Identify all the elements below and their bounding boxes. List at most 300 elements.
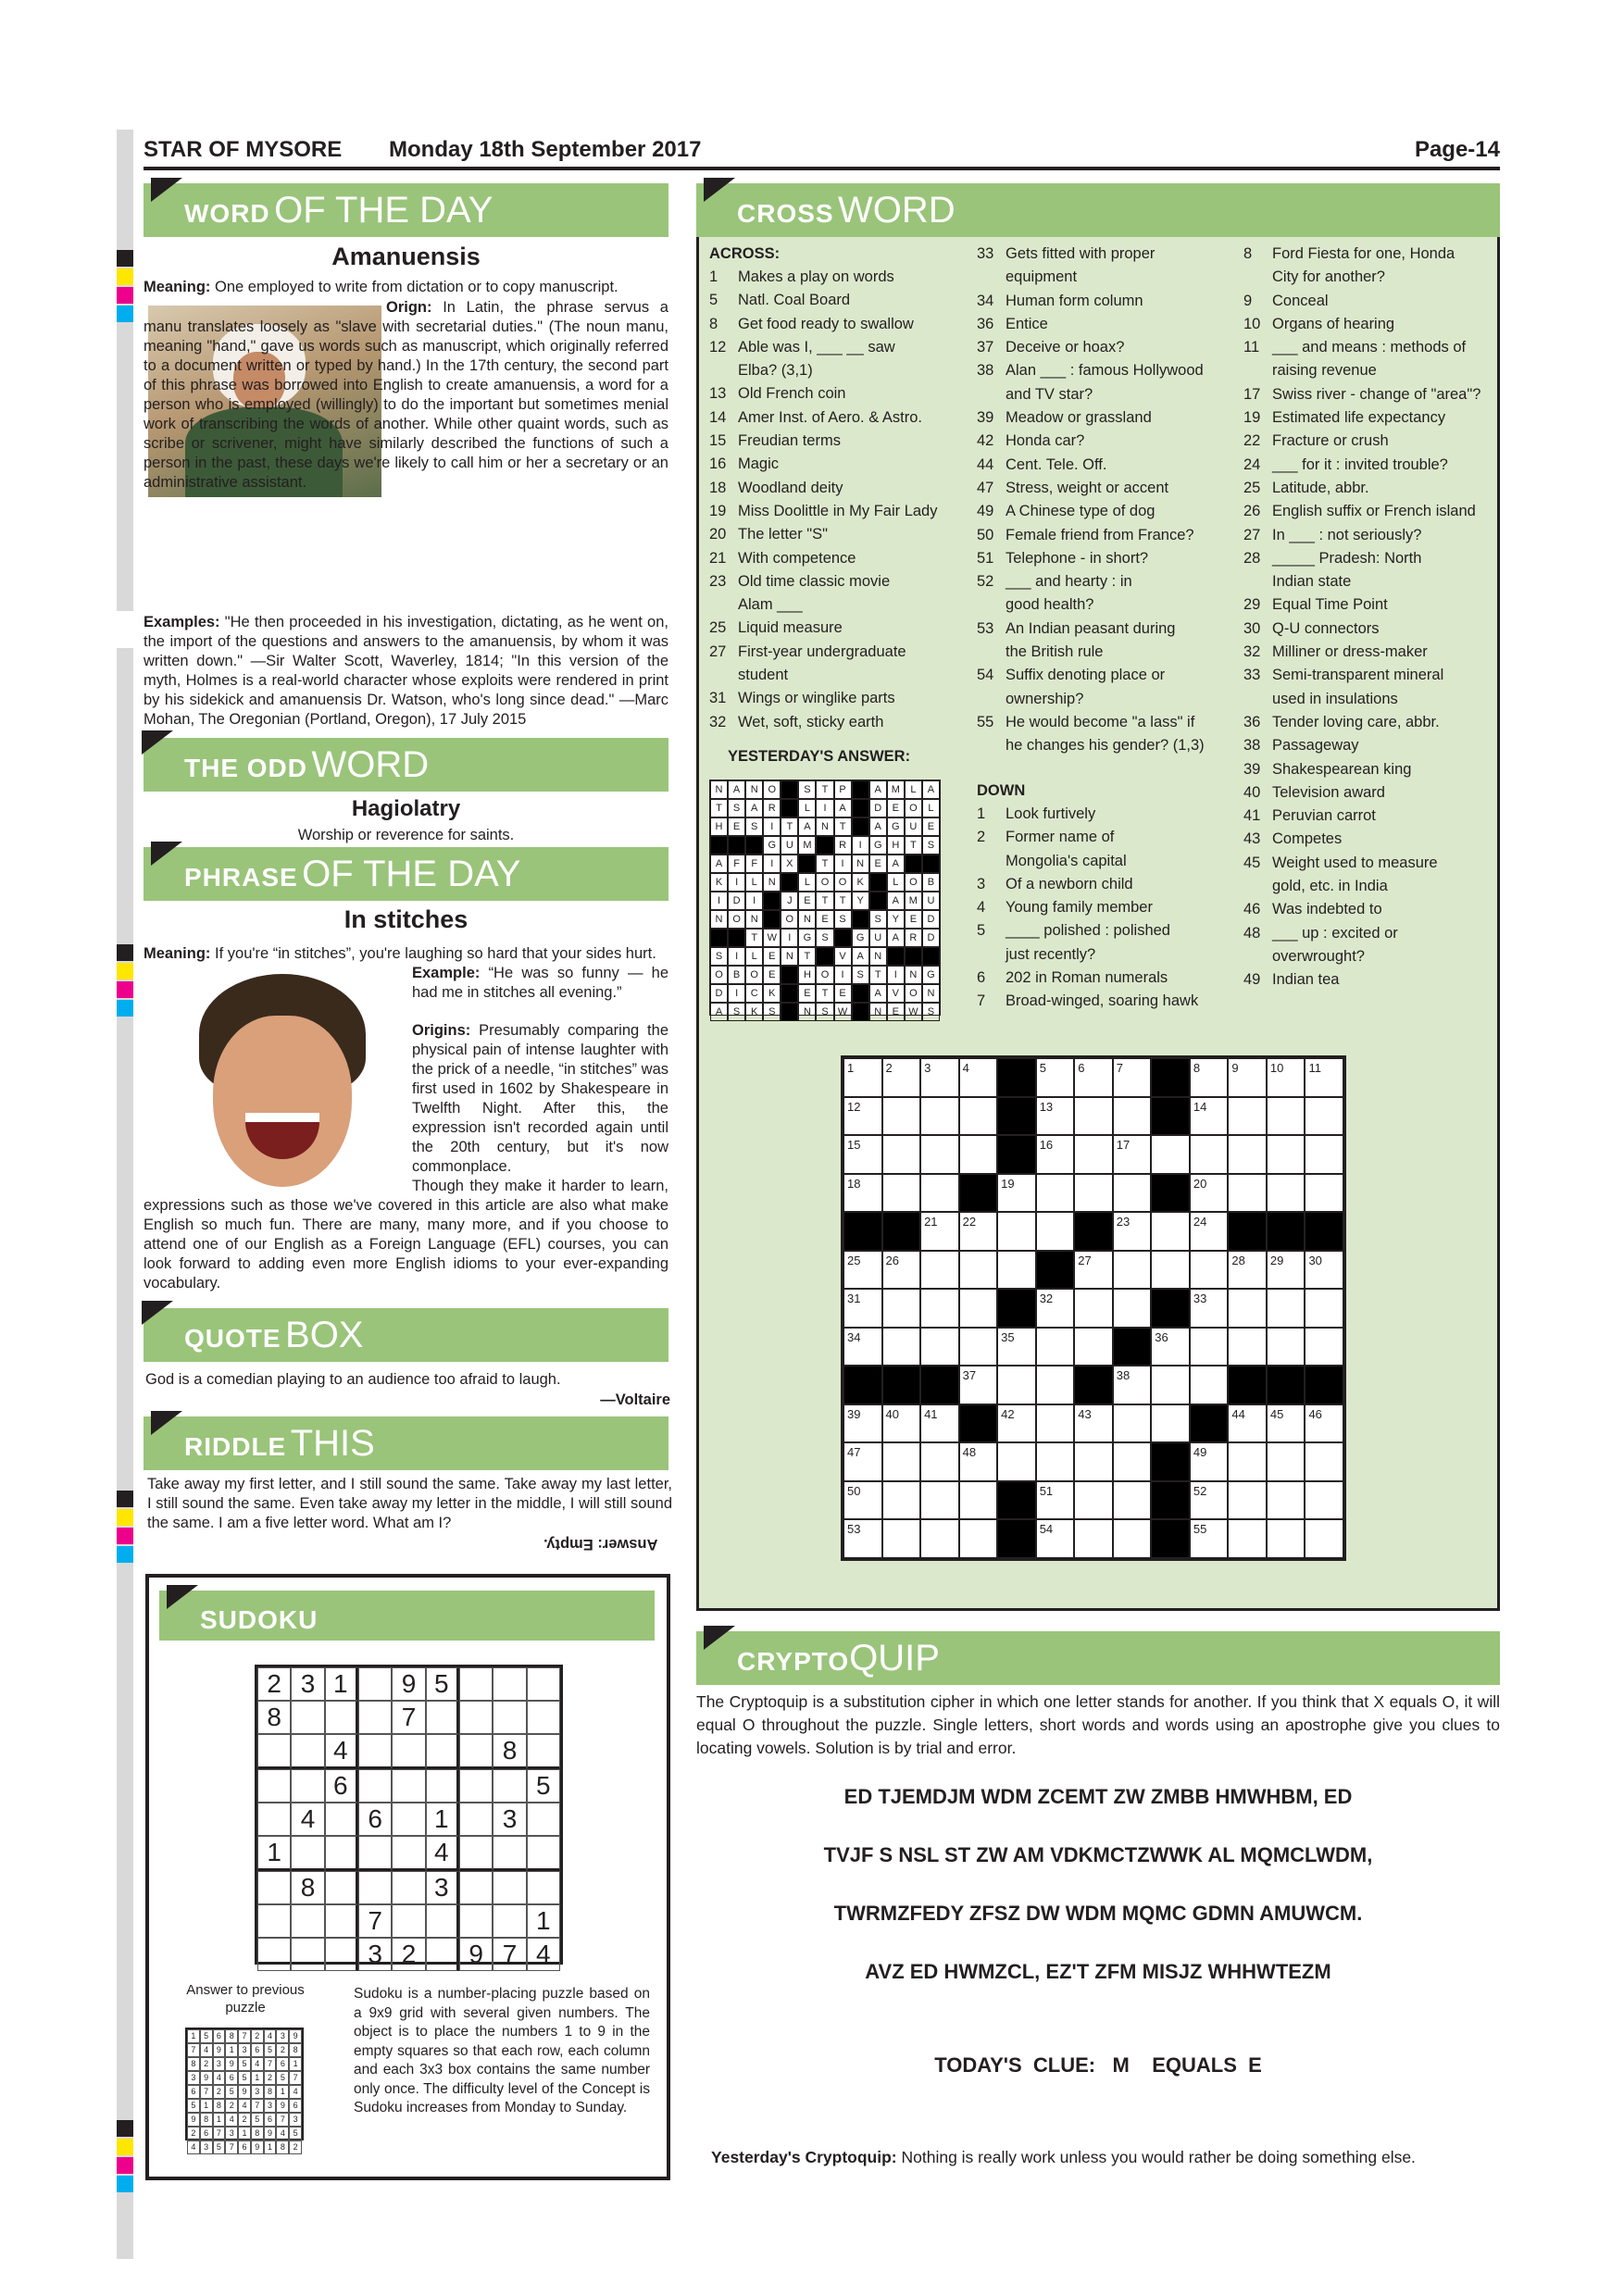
answer-cell: K [852, 873, 869, 892]
clue-number: 54 [977, 667, 994, 684]
sudoku-cell[interactable] [493, 1871, 526, 1904]
sudoku-cell[interactable] [291, 1769, 324, 1803]
crossword-cell[interactable]: 7 [1113, 1058, 1152, 1097]
crossword-cell[interactable] [1074, 1135, 1113, 1174]
sudoku-cell[interactable]: 3 [426, 1871, 459, 1904]
crossword-cell[interactable]: 52 [1190, 1481, 1229, 1520]
crossword-block [997, 1135, 1036, 1174]
clue-number: 46 [1243, 901, 1261, 918]
clue-text: Amer Inst. of Aero. & Astro. [738, 408, 922, 426]
sudoku-cell[interactable]: 9 [392, 1667, 425, 1701]
sudoku-cell[interactable]: 1 [527, 1904, 560, 1938]
crossword-cell[interactable] [1074, 1328, 1113, 1366]
sudoku-cell[interactable] [392, 1904, 425, 1938]
sudoku-cell[interactable] [257, 1938, 291, 1971]
sudoku-cell[interactable] [257, 1734, 291, 1769]
sudoku-cell[interactable] [358, 1734, 392, 1769]
answer-cell: I [763, 855, 781, 873]
sudoku-cell[interactable]: 7 [392, 1701, 425, 1734]
crossword-cell[interactable]: 47 [843, 1442, 882, 1481]
crossword-cell[interactable] [1228, 1519, 1267, 1558]
crossword-cell[interactable] [1113, 1174, 1152, 1213]
crossword-cell[interactable] [882, 1481, 921, 1520]
sudoku-cell[interactable]: 4 [426, 1836, 459, 1871]
crossword-cell[interactable] [1305, 1442, 1343, 1481]
sudoku-cell[interactable]: 1 [325, 1667, 358, 1701]
clue-text: Meadow or grassland [1006, 409, 1152, 427]
clue-row [1243, 781, 1498, 805]
clue-text: Peruvian carrot [1272, 807, 1376, 825]
crossword-cell[interactable]: 16 [1036, 1135, 1075, 1174]
crossword-cell[interactable] [1113, 1404, 1152, 1443]
sudoku-answer-cell: 6 [187, 2085, 200, 2099]
crossword-cell[interactable]: 37 [959, 1366, 998, 1404]
crossword-cell[interactable] [997, 1442, 1036, 1481]
clue-row [977, 430, 1245, 453]
crossword-cell[interactable] [920, 1097, 959, 1136]
crossword-cell[interactable] [1190, 1366, 1229, 1404]
clue-row [977, 943, 1245, 967]
sudoku-cell[interactable]: 1 [257, 1836, 291, 1871]
crossword-cell[interactable] [997, 1366, 1036, 1404]
clue-text: Latitude, abbr. [1272, 479, 1369, 496]
answer-cell: N [745, 910, 763, 929]
sudoku-cell[interactable] [358, 1871, 392, 1904]
crossword-cell[interactable] [1074, 1481, 1113, 1520]
clue-text: In ___ : not seriously? [1272, 526, 1422, 543]
crossword-cell[interactable] [1305, 1174, 1343, 1213]
sudoku-cell[interactable] [493, 1667, 526, 1701]
crossword-cell[interactable] [959, 1519, 998, 1558]
crossword-cell[interactable] [1228, 1328, 1267, 1366]
crossword-cell[interactable]: 39 [843, 1404, 882, 1443]
crossword-cell[interactable]: 33 [1190, 1289, 1229, 1328]
crossword-cell[interactable] [920, 1442, 959, 1481]
crossword-cell[interactable] [1036, 1328, 1075, 1366]
sudoku-cell[interactable] [459, 1904, 493, 1938]
clue-text: Fracture or crush [1272, 432, 1389, 450]
crossword-cell[interactable]: 51 [1036, 1481, 1075, 1520]
crossword-cell[interactable]: 22 [959, 1212, 998, 1251]
answer-cell: O [905, 873, 922, 892]
crossword-cell[interactable]: 5 [1036, 1058, 1075, 1097]
sudoku-cell[interactable] [527, 1836, 560, 1871]
crossword-cell[interactable]: 19 [997, 1174, 1036, 1213]
crossword-cell[interactable] [1036, 1212, 1075, 1251]
crossword-cell[interactable]: 44 [1228, 1404, 1267, 1443]
crossword-cell[interactable]: 43 [1074, 1404, 1113, 1443]
answer-cell: N [922, 984, 940, 1003]
sudoku-cell[interactable] [459, 1836, 493, 1871]
crossword-cell[interactable] [1036, 1404, 1075, 1443]
sudoku-cell[interactable] [493, 1836, 526, 1871]
crossword-cell[interactable] [882, 1328, 921, 1366]
sudoku-cell[interactable] [392, 1803, 425, 1836]
crossword-cell[interactable] [1074, 1289, 1113, 1328]
crossword-cell[interactable] [1228, 1442, 1267, 1481]
sudoku-cell[interactable] [493, 1701, 526, 1734]
crossword-cell[interactable]: 25 [843, 1251, 882, 1290]
issue-date: Monday 18th September 2017 [389, 137, 702, 162]
clue-number: 7 [977, 992, 986, 1010]
crossword-cell[interactable] [1113, 1289, 1152, 1328]
sudoku-cell[interactable] [527, 1803, 560, 1836]
answer-cell: S [922, 1003, 940, 1021]
sudoku-cell[interactable]: 9 [459, 1938, 493, 1971]
clue-text: Old French coin [738, 385, 846, 403]
sudoku-cell[interactable] [392, 1836, 425, 1871]
clue-text: Suffix denoting place or [1006, 667, 1166, 684]
sudoku-cell[interactable] [426, 1769, 459, 1803]
crossword-cell[interactable] [1267, 1519, 1305, 1558]
crossword-cell[interactable] [1113, 1251, 1152, 1290]
clue-text: Estimated life expectancy [1272, 409, 1446, 427]
crossword-cell[interactable]: 32 [1036, 1289, 1075, 1328]
crossword-cell[interactable] [1305, 1289, 1343, 1328]
crossword-cell[interactable] [920, 1519, 959, 1558]
riddle-answer: Answer: Empty. [543, 1536, 658, 1553]
crossword-cell[interactable] [959, 1251, 998, 1290]
answer-cell: J [781, 892, 798, 910]
sudoku-cell[interactable] [527, 1871, 560, 1904]
crossword-cell[interactable]: 54 [1036, 1519, 1075, 1558]
sudoku-cell[interactable] [459, 1769, 493, 1803]
yesterday-heading: YESTERDAY'S ANSWER: [728, 748, 911, 765]
crossword-cell[interactable] [1151, 1251, 1190, 1290]
crossword-cell[interactable] [959, 1135, 998, 1174]
sudoku-cell[interactable]: 4 [291, 1803, 324, 1836]
crossword-cell[interactable] [1074, 1174, 1113, 1213]
crossword-cell[interactable]: 26 [882, 1251, 921, 1290]
sudoku-cell[interactable] [325, 1904, 358, 1938]
crossword-block [1151, 1481, 1190, 1520]
sudoku-description: Sudoku is a number-placing puzzle based on a 9x9 grid with several given numbers. The object is to place the numbers 1 to 9 in the empty squares so that each row, each column and each 3x3 box contains the same number only once. The difficulty level of the Concept is Sudoku increases from Monday to Sunday. [354, 1986, 650, 2115]
crossword-cell[interactable]: 53 [843, 1519, 882, 1558]
answer-cell: I [781, 929, 798, 947]
crossword-cell[interactable]: 3 [920, 1058, 959, 1097]
crossword-cell[interactable] [920, 1289, 959, 1328]
clue-row [977, 850, 1245, 873]
sudoku-cell[interactable] [291, 1701, 324, 1734]
sudoku-cell[interactable] [325, 1701, 358, 1734]
crossword-cell[interactable]: 15 [843, 1135, 882, 1174]
crossword-cell[interactable] [1228, 1135, 1267, 1174]
sudoku-cell[interactable] [459, 1701, 493, 1734]
crossword-cell[interactable] [1228, 1289, 1267, 1328]
sudoku-cell[interactable] [325, 1871, 358, 1904]
sudoku-answer-cell: 2 [200, 2057, 213, 2071]
crossword-cell[interactable] [882, 1289, 921, 1328]
sudoku-answer-label: Answer to previous puzzle [186, 1982, 305, 2015]
sudoku-cell[interactable]: 5 [527, 1769, 560, 1803]
page-number: Page-14 [1414, 137, 1500, 162]
sudoku-cell[interactable]: 7 [493, 1938, 526, 1971]
crossword-cell[interactable] [959, 1328, 998, 1366]
crossword-cell[interactable] [1267, 1481, 1305, 1520]
crossword-cell[interactable] [882, 1442, 921, 1481]
crossword-cell[interactable] [1267, 1328, 1305, 1366]
sudoku-cell[interactable] [291, 1836, 324, 1871]
clue-number: 41 [1243, 807, 1261, 825]
sudoku-answer-cell: 4 [200, 2043, 213, 2057]
crossword-grid[interactable] [841, 1055, 1346, 1561]
word-origin: Orign: In Latin, the phrase servus a manu translates loosely as "slave with secretarial duties." (The noun manu, meaning "hand," gave us words such as manuscript, which originally referred to a document written or typed by hand.) In the 17th century, the second part of this phrase was borrowed into English to create amanuensis, a word for a person who is employed (willingly) to do the important but sometimes menial work of transcribing the words of another. While other quaint words, such as scribe or scrivener, might have similarly described the functions of such a person in the past, these days we're likely to call him or her a secretary or an administrative assistant. [144, 299, 668, 491]
crossword-cell[interactable] [882, 1135, 921, 1174]
crossword-cell[interactable] [1305, 1519, 1343, 1558]
crossword-cell[interactable]: 9 [1228, 1058, 1267, 1097]
clue-row [709, 430, 968, 453]
crossword-cell[interactable]: 45 [1267, 1404, 1305, 1443]
crossword-cell[interactable]: 41 [920, 1404, 959, 1443]
crossword-cell[interactable] [1113, 1097, 1152, 1136]
sudoku-cell[interactable] [392, 1734, 425, 1769]
crossword-cell[interactable]: 35 [997, 1328, 1036, 1366]
answer-cell: S [728, 799, 745, 817]
crossword-cell[interactable]: 17 [1113, 1135, 1152, 1174]
sudoku-cell[interactable] [291, 1938, 324, 1971]
crossword-cell[interactable]: 55 [1190, 1519, 1229, 1558]
sudoku-cell[interactable] [426, 1938, 459, 1971]
sudoku-cell[interactable] [358, 1769, 392, 1803]
crossword-cell[interactable] [1074, 1097, 1113, 1136]
crossword-cell[interactable] [1190, 1135, 1229, 1174]
answer-block [852, 984, 869, 1003]
answer-cell: S [798, 780, 816, 799]
crossword-cell[interactable]: 10 [1267, 1058, 1305, 1097]
sudoku-cell[interactable]: 4 [527, 1938, 560, 1971]
crossword-block [882, 1366, 921, 1404]
sudoku-cell[interactable] [325, 1836, 358, 1871]
sudoku-grid[interactable] [255, 1665, 563, 1968]
crossword-cell[interactable] [1267, 1442, 1305, 1481]
down-clues-continued [1243, 243, 1498, 992]
sudoku-cell[interactable] [291, 1734, 324, 1769]
crossword-cell[interactable]: 28 [1228, 1251, 1267, 1290]
crossword-cell[interactable] [1305, 1135, 1343, 1174]
crossword-cell[interactable]: 18 [843, 1174, 882, 1213]
crossword-cell[interactable] [959, 1289, 998, 1328]
crossword-cell[interactable] [1267, 1174, 1305, 1213]
crossword-cell[interactable] [1228, 1097, 1267, 1136]
answer-block [781, 966, 798, 984]
sudoku-cell[interactable]: 6 [325, 1769, 358, 1803]
sudoku-cell[interactable]: 3 [493, 1803, 526, 1836]
sudoku-answer-cell: 1 [251, 2071, 264, 2085]
crossword-cell[interactable]: 46 [1305, 1404, 1343, 1443]
crossword-cell[interactable] [1074, 1519, 1113, 1558]
sudoku-cell[interactable]: 6 [358, 1803, 392, 1836]
sudoku-cell[interactable] [392, 1871, 425, 1904]
answer-block [798, 855, 816, 873]
crossword-cell[interactable]: 49 [1190, 1442, 1229, 1481]
sudoku-cell[interactable] [459, 1667, 493, 1701]
crossword-cell[interactable] [920, 1481, 959, 1520]
clue-row [1243, 313, 1498, 336]
sudoku-cell[interactable] [358, 1836, 392, 1871]
crossword-cell[interactable]: 8 [1190, 1058, 1229, 1097]
crossword-cell[interactable] [1113, 1519, 1152, 1558]
crossword-cell[interactable]: 36 [1151, 1328, 1190, 1366]
sudoku-answer-cell: 6 [276, 2057, 289, 2071]
sudoku-cell[interactable] [291, 1904, 324, 1938]
crossword-cell[interactable]: 12 [843, 1097, 882, 1136]
crossword-cell[interactable] [1036, 1174, 1075, 1213]
crossword-cell[interactable]: 48 [959, 1442, 998, 1481]
crossword-cell[interactable] [1267, 1135, 1305, 1174]
answer-cell: I [728, 873, 745, 892]
answer-cell: U [781, 836, 798, 855]
answer-block [852, 1003, 869, 1021]
sudoku-answer-cell: 8 [251, 2127, 264, 2140]
crossword-cell[interactable]: 34 [843, 1328, 882, 1366]
crossword-banner: CROSS WORD [696, 183, 1500, 237]
sudoku-cell[interactable]: 8 [493, 1734, 526, 1769]
sudoku-answer-cell: 5 [238, 2071, 251, 2085]
crossword-cell[interactable]: 27 [1074, 1251, 1113, 1290]
crossword-cell[interactable] [882, 1097, 921, 1136]
clue-row [1243, 852, 1498, 875]
sudoku-cell[interactable]: 7 [358, 1904, 392, 1938]
sudoku-cell[interactable] [426, 1701, 459, 1734]
crossword-cell[interactable] [882, 1519, 921, 1558]
crossword-cell[interactable]: 42 [997, 1404, 1036, 1443]
crossword-cell[interactable] [1305, 1097, 1343, 1136]
crossword-cell[interactable] [959, 1481, 998, 1520]
sudoku-cell[interactable] [527, 1701, 560, 1734]
sudoku-answer-cell: 1 [264, 2140, 277, 2154]
crossword-cell[interactable]: 20 [1190, 1174, 1229, 1213]
sudoku-cell[interactable] [426, 1734, 459, 1769]
crossword-cell[interactable] [1151, 1212, 1190, 1251]
sudoku-cell[interactable] [358, 1701, 392, 1734]
sudoku-cell[interactable] [257, 1871, 291, 1904]
sudoku-cell[interactable]: 5 [426, 1667, 459, 1701]
crossword-cell[interactable]: 1 [843, 1058, 882, 1097]
crossword-cell[interactable] [920, 1251, 959, 1290]
sudoku-cell[interactable] [527, 1667, 560, 1701]
crossword-cell[interactable] [1113, 1481, 1152, 1520]
sudoku-cell[interactable]: 1 [426, 1803, 459, 1836]
sudoku-cell[interactable]: 2 [392, 1938, 425, 1971]
sudoku-cell[interactable] [426, 1904, 459, 1938]
crossword-cell[interactable]: 40 [882, 1404, 921, 1443]
crossword-cell[interactable] [1151, 1366, 1190, 1404]
crossword-cell[interactable] [920, 1135, 959, 1174]
sudoku-cell[interactable]: 2 [257, 1667, 291, 1701]
crossword-cell[interactable]: 4 [959, 1058, 998, 1097]
answer-cell: L [798, 799, 816, 817]
crossword-cell[interactable] [1151, 1135, 1190, 1174]
sudoku-cell[interactable] [257, 1769, 291, 1803]
crossword-cell[interactable] [1267, 1097, 1305, 1136]
phrase-title: In stitches [344, 905, 468, 933]
clue-row [1243, 336, 1498, 359]
clue-number: 44 [977, 455, 994, 473]
sudoku-answer-cell: 3 [238, 2043, 251, 2057]
crossword-cell[interactable] [882, 1174, 921, 1213]
answer-cell: A [728, 780, 745, 799]
crossword-cell[interactable] [1267, 1289, 1305, 1328]
sudoku-cell[interactable] [527, 1734, 560, 1769]
crossword-cell[interactable] [1151, 1404, 1190, 1443]
sudoku-cell[interactable]: 4 [325, 1734, 358, 1769]
sudoku-cell[interactable] [257, 1803, 291, 1836]
sudoku-cell[interactable] [459, 1734, 493, 1769]
answer-block [852, 780, 869, 799]
crossword-block [997, 1481, 1036, 1520]
crossword-cell[interactable]: 50 [843, 1481, 882, 1520]
sudoku-answer-cell: 3 [225, 2127, 238, 2140]
sudoku-cell[interactable] [257, 1904, 291, 1938]
sudoku-cell[interactable] [459, 1803, 493, 1836]
crossword-cell[interactable]: 11 [1305, 1058, 1343, 1097]
crossword-cell[interactable] [1305, 1328, 1343, 1366]
clue-row [1243, 359, 1498, 382]
page-header [144, 131, 1500, 170]
clue-number: 5 [977, 922, 986, 940]
crossword-cell[interactable] [1190, 1328, 1229, 1366]
crossword-cell[interactable] [1305, 1481, 1343, 1520]
sudoku-answer-cell: 1 [225, 2043, 238, 2057]
crossword-cell[interactable]: 31 [843, 1289, 882, 1328]
crossword-cell[interactable]: 29 [1267, 1251, 1305, 1290]
crossword-cell[interactable]: 6 [1074, 1058, 1113, 1097]
crossword-cell[interactable] [1036, 1366, 1075, 1404]
crossword-cell[interactable] [920, 1174, 959, 1213]
sudoku-answer-cell: 4 [213, 2071, 226, 2085]
sudoku-cell[interactable]: 8 [291, 1871, 324, 1904]
crossword-cell[interactable] [1074, 1442, 1113, 1481]
crossword-cell[interactable]: 2 [882, 1058, 921, 1097]
sudoku-cell[interactable] [459, 1871, 493, 1904]
sudoku-cell[interactable]: 3 [358, 1938, 392, 1971]
clue-text: ___ for it : invited trouble? [1272, 455, 1448, 473]
sudoku-cell[interactable]: 3 [291, 1667, 324, 1701]
clue-text: Young family member [1006, 899, 1153, 917]
sudoku-cell[interactable] [325, 1803, 358, 1836]
crossword-cell[interactable]: 24 [1190, 1212, 1229, 1251]
crossword-cell[interactable] [1228, 1481, 1267, 1520]
sudoku-cell[interactable] [392, 1769, 425, 1803]
quote-author: —Voltaire [600, 1391, 670, 1408]
crossword-cell[interactable] [1228, 1174, 1267, 1213]
crossword-cell[interactable] [1190, 1251, 1229, 1290]
sudoku-cell[interactable] [493, 1769, 526, 1803]
sudoku-cell[interactable] [325, 1938, 358, 1971]
clue-text: Milliner or dress-maker [1272, 643, 1428, 661]
crossword-cell[interactable] [1036, 1442, 1075, 1481]
crossword-cell[interactable]: 13 [1036, 1097, 1075, 1136]
crossword-cell[interactable] [997, 1212, 1036, 1251]
crossword-cell[interactable]: 30 [1305, 1251, 1343, 1290]
crossword-cell[interactable] [1113, 1442, 1152, 1481]
crossword-cell[interactable]: 14 [1190, 1097, 1229, 1136]
sudoku-cell[interactable] [358, 1667, 392, 1701]
crossword-cell[interactable]: 21 [920, 1212, 959, 1251]
answer-cell: S [922, 836, 940, 855]
crossword-cell[interactable] [959, 1097, 998, 1136]
crossword-cell[interactable] [920, 1328, 959, 1366]
sudoku-cell[interactable] [493, 1904, 526, 1938]
crossword-cell[interactable] [997, 1251, 1036, 1290]
sudoku-cell[interactable]: 8 [257, 1701, 291, 1734]
crossword-cell[interactable]: 23 [1113, 1212, 1152, 1251]
crossword-block [1074, 1366, 1113, 1404]
clue-row [709, 313, 968, 336]
crossword-cell[interactable]: 38 [1113, 1366, 1152, 1404]
answer-cell: F [728, 855, 745, 873]
answer-cell: O [905, 799, 922, 817]
